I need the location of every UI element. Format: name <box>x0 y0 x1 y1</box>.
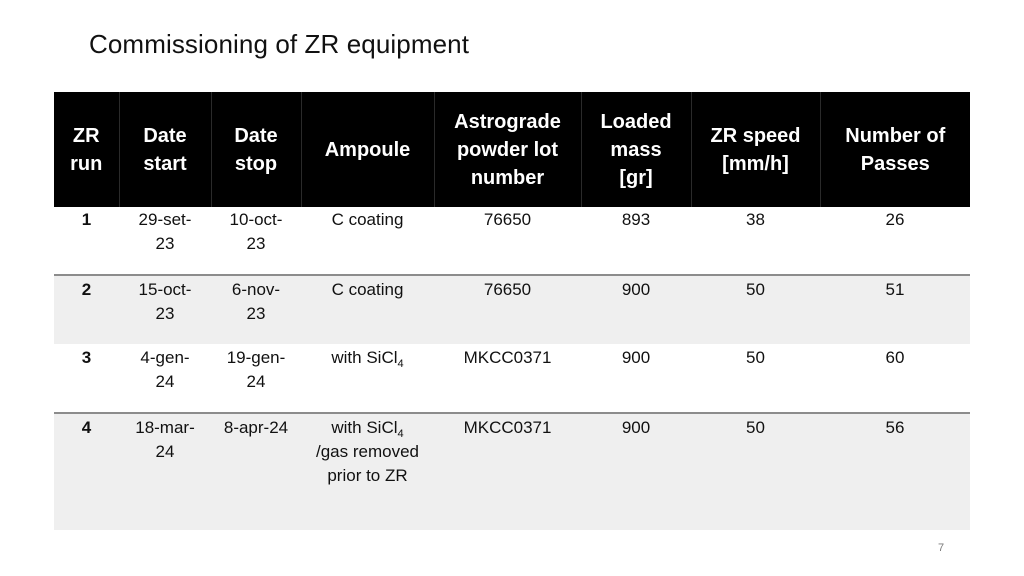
cell-zr-speed: 50 <box>691 275 820 344</box>
cell-date-start: 18-mar- 24 <box>119 413 211 530</box>
subscript-4: 4 <box>397 358 404 370</box>
table-row <box>54 275 970 344</box>
cell-passes: 26 <box>820 207 970 275</box>
cell-powder-lot: 76650 <box>434 207 581 275</box>
cell-ampoule: with SiCl$_4$ /gas removed prior to ZR <box>301 413 434 530</box>
header-zr-speed: ZR speed [mm/h] <box>691 92 820 207</box>
cell-ampoule: C coating <box>301 275 434 344</box>
cell-date-start: 15-oct- 23 <box>119 275 211 344</box>
cell-zr-run: 2 <box>54 275 119 344</box>
cell-loaded-mass: 900 <box>581 413 691 530</box>
cell-date-start: 4-gen- 24 <box>119 344 211 413</box>
header-zr-run: ZR run <box>54 92 119 207</box>
subscript-4: 4 <box>397 428 404 440</box>
cell-loaded-mass: 893 <box>581 207 691 275</box>
header-date-stop: Date stop <box>211 92 301 207</box>
cell-ampoule: with SiCl$_4$ <box>301 344 434 413</box>
cell-powder-lot: MKCC0371 <box>434 413 581 530</box>
header-loaded-mass: Loaded mass [gr] <box>581 92 691 207</box>
cell-zr-run: 1 <box>54 207 119 275</box>
cell-ampoule: C coating <box>301 207 434 275</box>
cell-date-stop: 19-gen- 24 <box>211 344 301 413</box>
cell-loaded-mass: 900 <box>581 344 691 413</box>
header-number-of-passes: Number of Passes <box>820 92 970 207</box>
table-row <box>54 207 970 275</box>
table-row <box>54 413 970 530</box>
header-ampoule: Ampoule <box>301 92 434 207</box>
cell-date-stop: 8-apr-24 <box>211 413 301 530</box>
cell-passes: 51 <box>820 275 970 344</box>
page-number: 7 <box>938 542 945 554</box>
header-date-start: Date start <box>119 92 211 207</box>
cell-passes: 60 <box>820 344 970 413</box>
cell-date-stop: 6-nov- 23 <box>211 275 301 344</box>
cell-passes: 56 <box>820 413 970 530</box>
cell-zr-speed: 50 <box>691 413 820 530</box>
header-powder-lot: Astrograde powder lot number <box>434 92 581 207</box>
cell-date-start: 29-set- 23 <box>119 207 211 275</box>
cell-powder-lot: MKCC0371 <box>434 344 581 413</box>
table-row <box>54 344 970 413</box>
cell-zr-run: 4 <box>54 413 119 530</box>
cell-powder-lot: 76650 <box>434 275 581 344</box>
cell-loaded-mass: 900 <box>581 275 691 344</box>
slide-title: Commissioning of ZR equipment <box>89 29 470 59</box>
cell-zr-speed: 50 <box>691 344 820 413</box>
table-header-row <box>54 92 970 207</box>
cell-date-stop: 10-oct- 23 <box>211 207 301 275</box>
cell-zr-run: 3 <box>54 344 119 413</box>
commissioning-table <box>54 92 970 530</box>
cell-zr-speed: 38 <box>691 207 820 275</box>
